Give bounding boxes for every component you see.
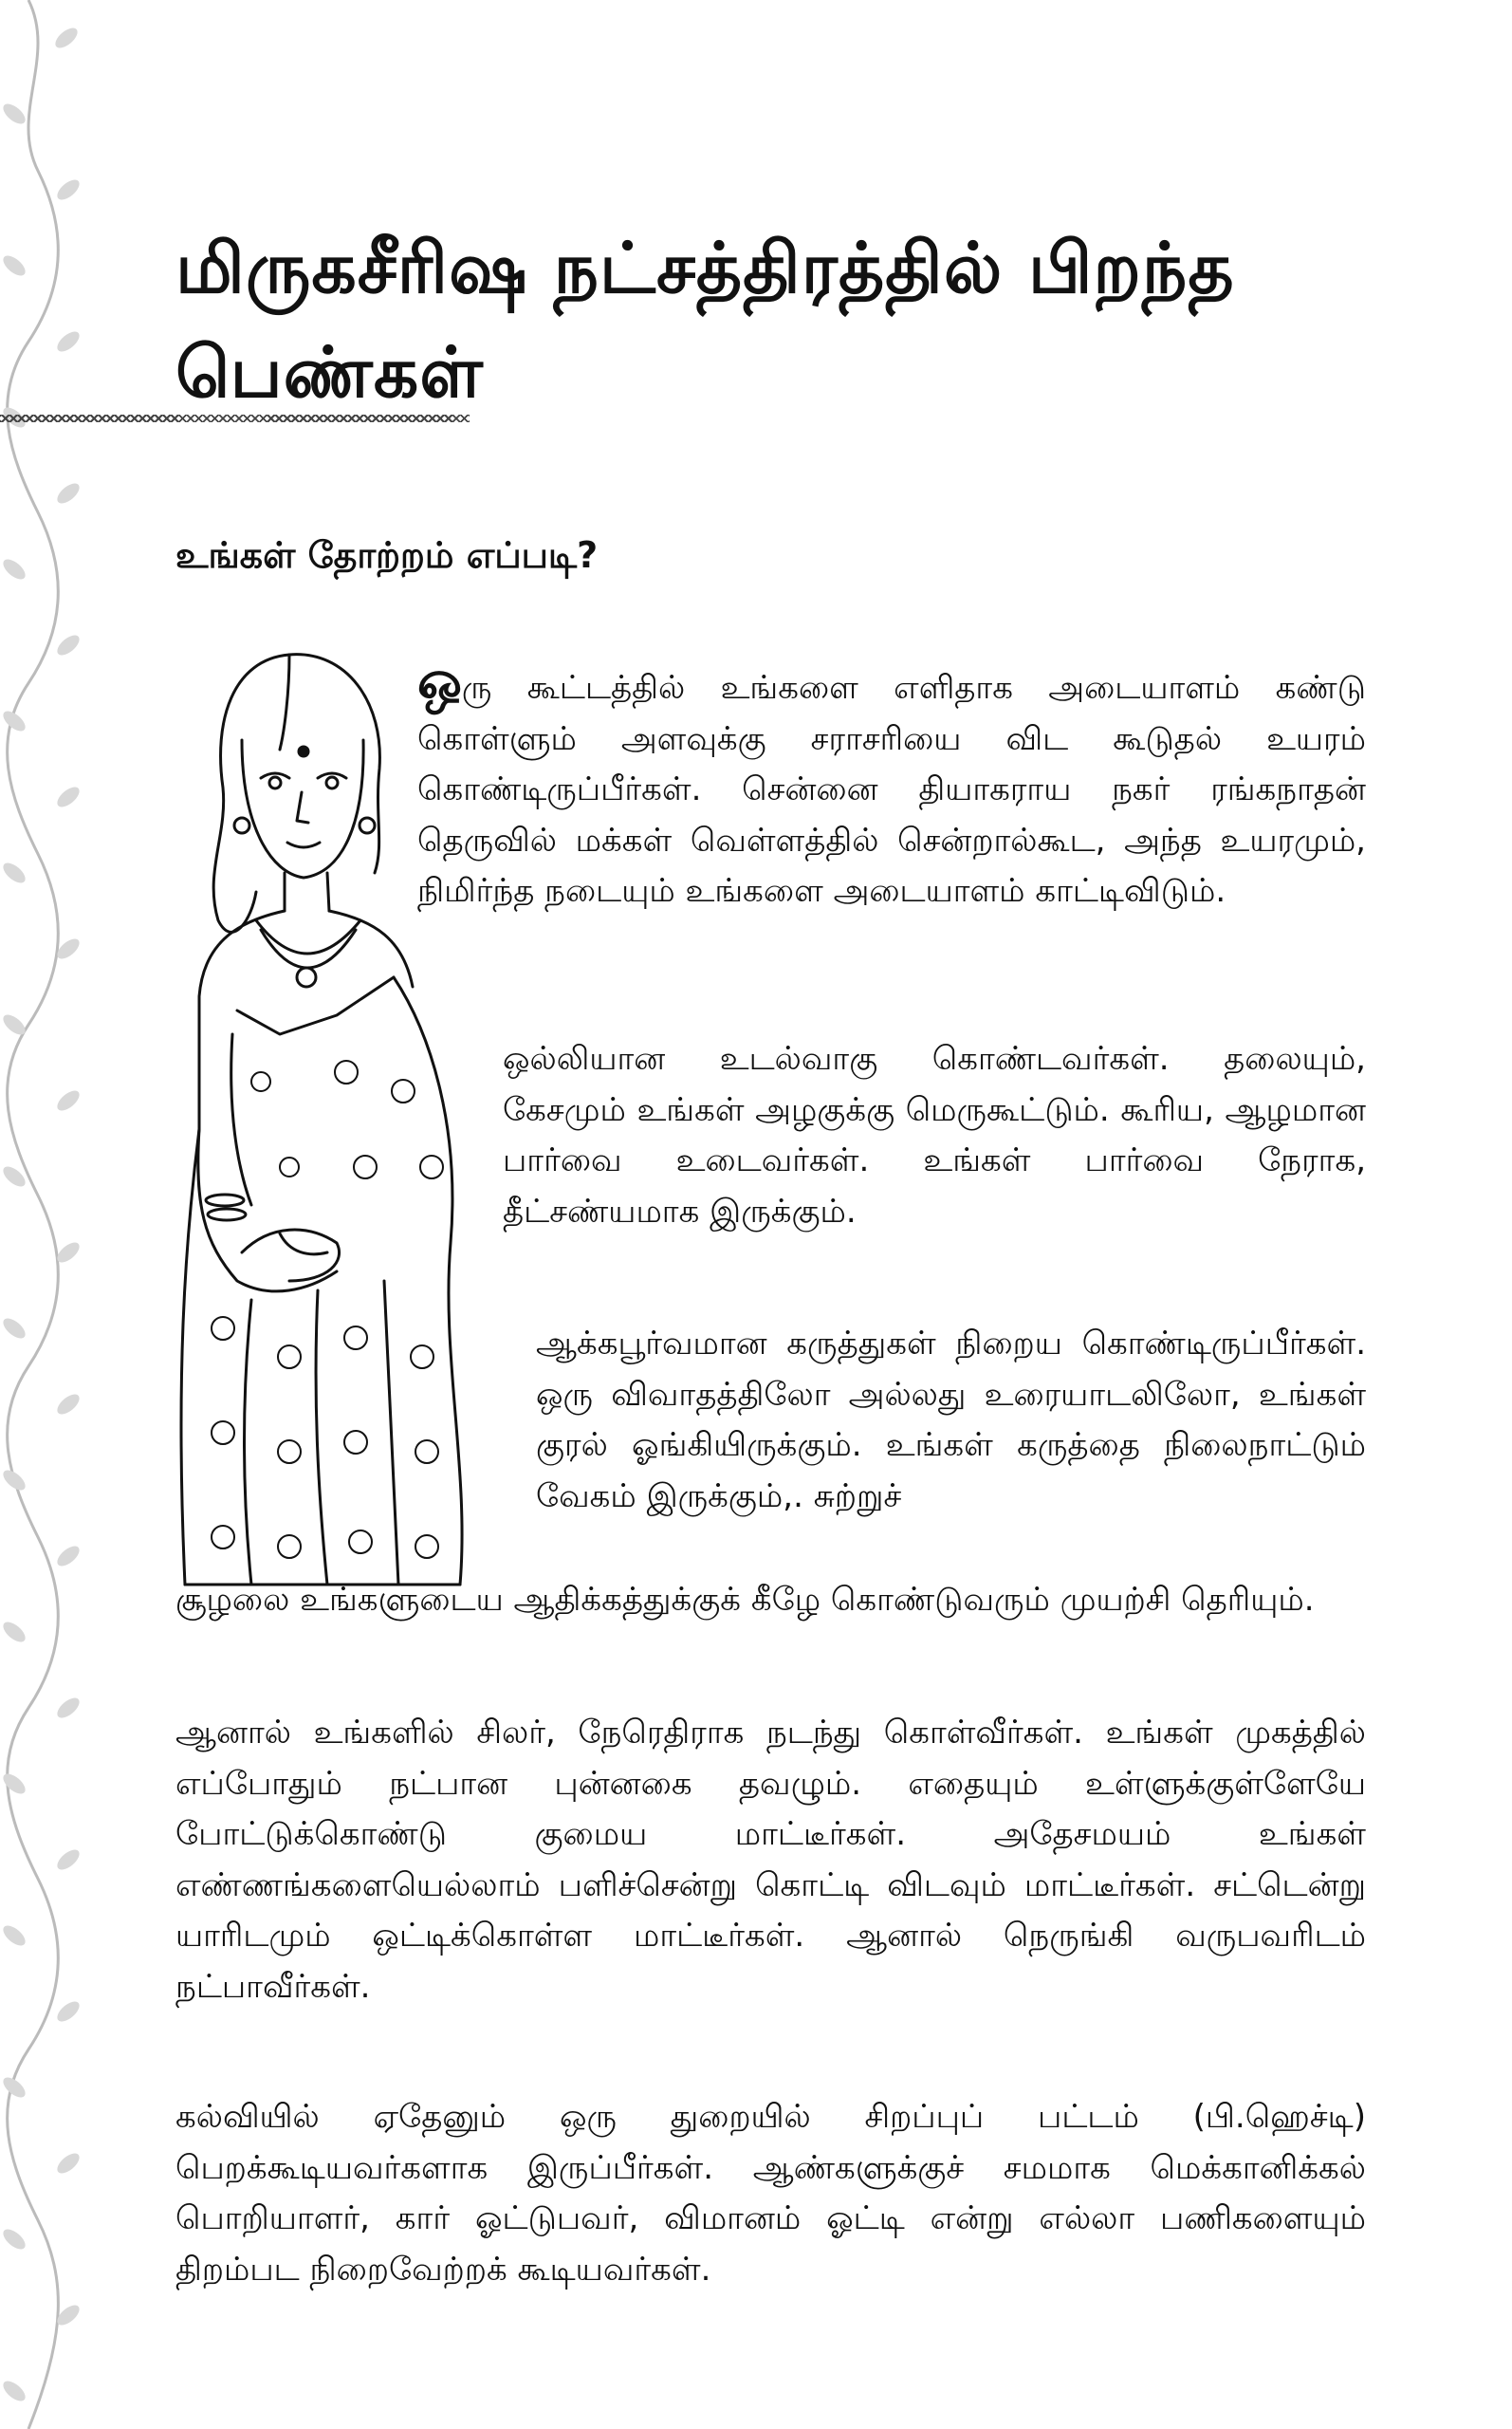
paragraph-appearance-height (417, 650, 1366, 918)
page-title: மிருகசீரிஷ நட்சத்திரத்தில் பிறந்த பெண்கள் (175, 228, 1235, 414)
section-heading: உங்கள் தோற்றம் எப்படி? (175, 534, 599, 576)
drop-cap: ஒ (417, 650, 462, 712)
title-divider (0, 415, 470, 422)
paragraph-opinions: ஆக்கபூர்வமான கருத்துகள் நிறைய கொண்டிருப்பீர்கள். ஒரு விவாதத்திலோ அல்லது உரையாடலிலோ, உங்கள் குரல் ஓங்கியிருக்கும். உங்கள் கருத்தை நிலைநாட்டும் வேகம் இருக்கும்,. சுற்றுச் (536, 1325, 1366, 1515)
paragraph-friendliness: ஆனால் உங்களில் சிலர், நேரெதிராக நடந்து கொள்வீர்கள். உங்கள் முகத்தில் எப்போதும் நட்பான புன்னகை தவழும். எதையும் உள்ளுக்குள்ளேயே போட்டுக்கொண்டு குமைய மாட்டீர்கள். அதேசமயம் உங்கள் எண்ணங்களையெல்லாம் பளிச்சென்று கொட்டி விடவும் மாட்டீர்கள். சட்டென்று யாரிடமும் ஒட்டிக்கொள்ள மாட்டீர்கள். ஆனால் நெருங்கி வருபவரிடம் நட்பாவீர்கள். (175, 1714, 1366, 2006)
vine-border-ornament-icon (0, 0, 104, 2429)
paragraph-opinions-continued: சூழலை உங்களுடைய ஆதிக்கத்துக்குக் கீழே கொண்டுவரும் முயற்சி தெரியும். (175, 1581, 1315, 1619)
paragraph-appearance-build: ஒல்லியான உடல்வாகு கொண்டவர்கள். தலையும், கேசமும் உங்கள் அழகுக்கு மெருகூட்டும். கூரிய, ஆழமான பார்வை உடைவர்கள். உங்கள் பார்வை நேராக, தீட்சண்யமாக இருக்கும். (503, 1040, 1366, 1231)
paragraph-text: ரு கூட்டத்தில் உங்களை எளிதாக அடையாளம் கண்டு கொள்ளும் அளவுக்கு சராசரியை விட கூடுதல் உயரம் கொண்டிருப்பீர்கள். சென்னை தியாகராய நகர் ரங்கநாதன் தெருவில் மக்கள் வெள்ளத்தில் சென்றால்கூட, அந்த உயரமும், நிமிர்ந்த நடையும் உங்களை அடையாளம் காட்டிவிடும். (417, 669, 1366, 911)
paragraph-education: கல்வியில் ஏதேனும் ஒரு துறையில் சிறப்புப் பட்டம் (பி.ஹெச்டி) பெறக்கூடியவர்களாக இருப்பீர்கள். ஆண்களுக்குச் சமமாக மெக்கானிக்கல் பொறியாளர், கார் ஓட்டுபவர், விமானம் ஓட்டி என்று எல்லா பணிகளையும் திறம்பட நிறைவேற்றக் கூடியவர்கள். (175, 2098, 1366, 2289)
